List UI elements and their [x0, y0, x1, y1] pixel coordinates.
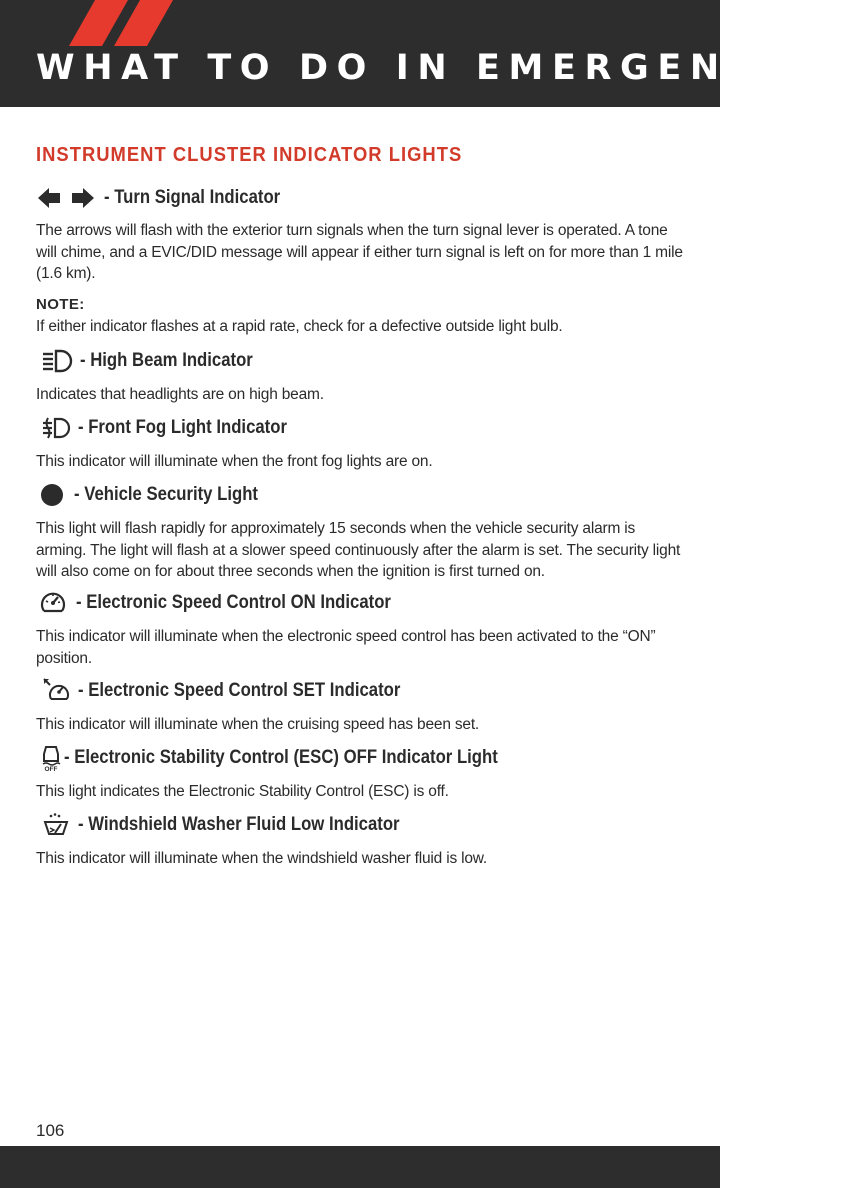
indicator-heading: - Vehicle Security Light: [74, 484, 258, 505]
washer-fluid-heading: [36, 811, 443, 839]
high-beam-heading: [36, 347, 276, 375]
speed-control-set-heading: [36, 677, 444, 705]
washer-fluid-description: This indicator will illuminate when the windshield washer fluid is low.: [36, 850, 488, 867]
turn-signal-description: The arrows will flash with the exterior turn signals when the turn signal lever is operated. A tone will chime, and a EVIC/DID message will appear if either turn signal is left on for more than 1 mile (1.6 km).: [36, 222, 683, 282]
speed-control-on-description: This indicator will illuminate when the electronic speed control has been activated to the “ON” position.: [36, 628, 656, 667]
esc-off-heading: [36, 744, 557, 772]
front-fog-light-icon: [42, 416, 72, 440]
front-fog-heading: [36, 414, 315, 442]
front-fog-description: This indicator will illuminate when the front fog lights are on.: [36, 453, 433, 470]
indicator-heading: - High Beam Indicator: [80, 350, 253, 371]
washer-fluid-low-icon: [42, 812, 70, 838]
note-text: If either indicator flashes at a rapid rate, check for a defective outside light bulb.: [36, 318, 563, 335]
speed-control-set-description: This indicator will illuminate when the cruising speed has been set.: [36, 716, 480, 733]
header-stripes-decoration: [0, 0, 200, 46]
esc-off-icon-label: OFF: [44, 766, 58, 773]
esc-off-description: This light indicates the Electronic Stability Control (ESC) is off.: [36, 783, 449, 800]
speed-control-on-heading: [36, 589, 434, 617]
vehicle-security-description: This light will flash rapidly for approximately 15 seconds when the vehicle security alarm is arming. The light will flash at a slower speed continuously after the alarm is set. The security light will also come on for about three seconds when the ignition is first turned on.: [36, 520, 681, 580]
high-beam-description: Indicates that headlights are on high beam.: [36, 386, 324, 403]
turn-signal-arrows-icon: [36, 186, 98, 210]
indicator-heading: - Windshield Washer Fluid Low Indicator: [78, 814, 400, 835]
indicator-heading: - Turn Signal Indicator: [104, 187, 281, 208]
esc-off-icon: [40, 744, 62, 772]
high-beam-icon: [42, 349, 74, 373]
speed-control-set-icon: [42, 677, 72, 705]
note-label: NOTE:: [36, 296, 85, 313]
section-title: INSTRUMENT CLUSTER INDICATOR LIGHTS: [36, 144, 463, 166]
indicator-heading: - Electronic Speed Control ON Indicator: [76, 592, 391, 613]
page-footer-bar: [0, 1146, 720, 1188]
page-title: WHAT TO DO IN EMERGENCIES: [36, 48, 850, 88]
vehicle-security-icon: [40, 483, 64, 507]
page-number: 106: [36, 1121, 65, 1140]
vehicle-security-heading: [36, 481, 283, 509]
indicator-heading: - Electronic Stability Control (ESC) OFF Indicator Light: [64, 747, 498, 768]
speed-control-on-icon: [38, 589, 68, 617]
page-header: [0, 0, 850, 107]
indicator-heading: - Electronic Speed Control SET Indicator: [78, 680, 401, 701]
turn-signal-heading: [36, 184, 304, 212]
indicator-heading: - Front Fog Light Indicator: [78, 417, 287, 438]
